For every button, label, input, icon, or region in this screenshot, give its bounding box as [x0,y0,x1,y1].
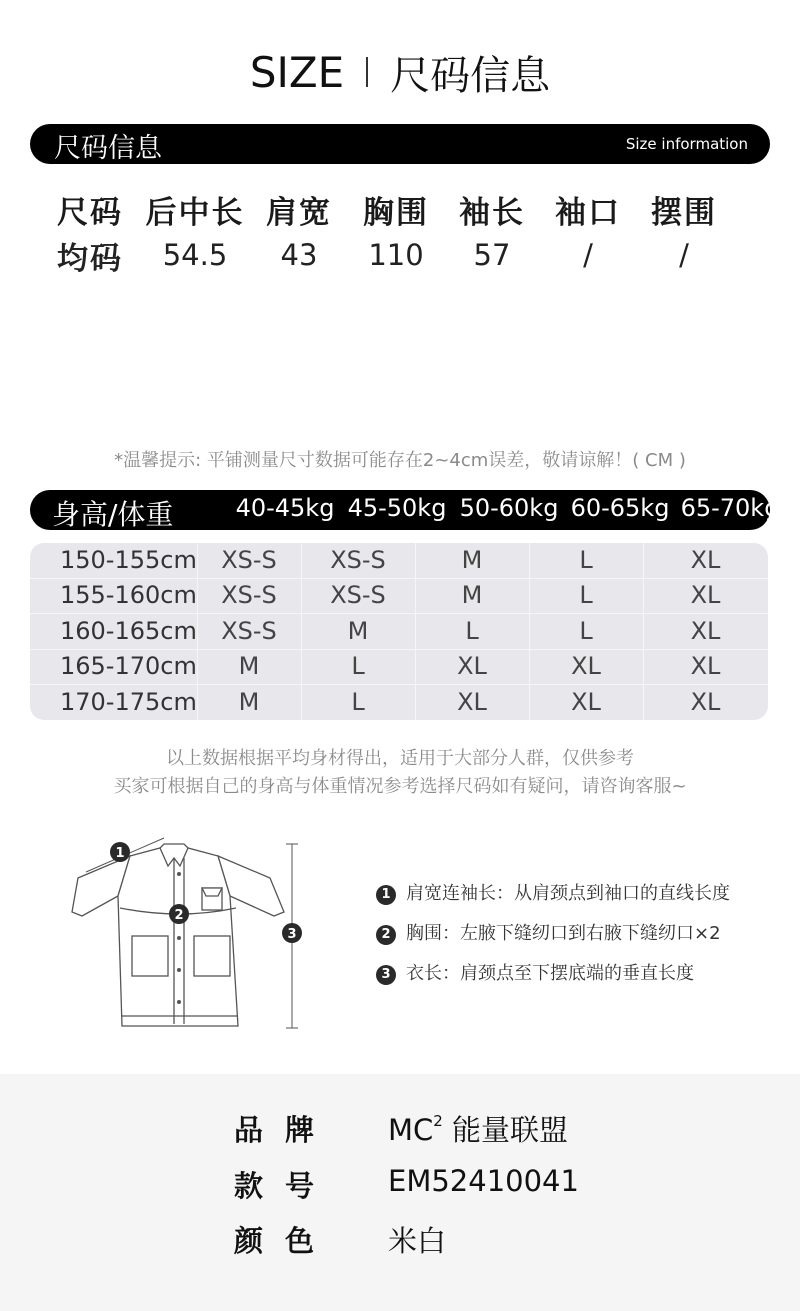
measurement-tip: *温馨提示: 平铺测量尺寸数据可能存在2~4cm误差，敬请谅解！( CM ) [114,450,686,471]
table-row [30,614,768,650]
brand-row [0,1108,800,1148]
measurement-legend-item [376,959,694,985]
measure-marker-2 [169,904,189,924]
size-recommendation-cell: XL [690,581,721,610]
size-recommendation-cell: XL [457,687,487,716]
size-recommendation-cell: XL [690,616,721,645]
size-recommendation-cell: XL [690,652,721,681]
table-row [30,578,768,614]
svg-text:3: 3 [287,927,297,942]
size-recommendation-cell: L [579,546,593,574]
page-title [0,44,800,100]
size-col-header: 袖口 [555,194,621,231]
garment-diagram [60,826,310,1036]
note-line: 以上数据根据平均身材得出，适用于大部分人群，仅供参考 [166,748,634,769]
size-cell: 54.5 [162,238,228,272]
height-cell: 160-165cm [60,616,197,645]
size-col-header: 后中长 [145,194,245,231]
table-row [30,685,768,720]
size-table [40,186,760,278]
model-value: EM52410041 [388,1164,579,1198]
size-col-header: 尺码 [57,194,123,231]
title-english: SIZE [249,47,345,97]
color-label: 颜色 [234,1224,337,1258]
measure-marker-1 [110,842,130,862]
size-recommendation-cell: L [579,616,593,645]
svg-text:2: 2 [174,908,184,923]
weight-header: 60-65kg [570,494,670,522]
right-lower-pocket [194,936,230,976]
height-weight-table [30,543,768,720]
color-row [0,1219,800,1259]
weight-header: 45-50kg [347,494,447,522]
left-lower-pocket [132,936,168,976]
size-cell: 57 [473,238,511,272]
size-recommendation-cell: XS-S [330,581,386,610]
size-recommendation-cell: L [351,687,365,716]
weight-header: 50-60kg [459,494,559,522]
pocket-flap [202,888,222,896]
height-cell: 170-175cm [60,687,197,716]
size-cell: / [679,238,689,272]
size-recommendation-cell: M [461,581,483,610]
size-cell: / [583,238,593,272]
size-cell: 均码 [57,240,123,277]
size-col-header: 胸围 [363,194,429,231]
table-row [30,543,768,579]
size-recommendation-cell: L [465,616,479,645]
weight-header: 65-70kg [680,494,780,522]
height-weight-bar [30,490,780,531]
size-recommendation-cell: XL [690,546,721,574]
legend-number: 3 [376,965,396,985]
height-cell: 155-160cm [60,581,197,610]
size-recommendation-cell: XS-S [330,546,386,574]
size-recommendation-cell: XS-S [221,581,277,610]
size-recommendation-cell: XL [457,652,487,681]
model-label: 款号 [234,1169,337,1203]
measurement-legend-item [376,919,721,945]
height-weight-label: 身高/体重 [52,498,174,531]
legend-number: 2 [376,925,396,945]
svg-text:1: 1 [115,846,125,861]
size-info-label: 尺码信息 [54,133,162,164]
size-recommendation-cell: XL [571,652,601,681]
note-line: 买家可根据自己的身高与体重情况参考选择尺码如有疑问，请咨询客服~ [113,776,687,797]
size-recommendation-cell: M [461,546,483,574]
size-recommendation-cell: XL [690,687,721,716]
brand-label: 品牌 [234,1113,337,1147]
size-cell: 110 [368,238,424,272]
size-info-bar [30,124,770,164]
size-col-header: 摆围 [651,194,717,231]
height-cell: 150-155cm [60,546,197,574]
size-recommendation-cell: M [347,616,369,645]
size-info-label-en: Size information [625,135,748,153]
table-row [30,649,768,685]
brand-value: $MC^2$ 能量联盟 [388,1112,569,1147]
legend-text: 肩宽连袖长：从肩颈点到袖口的直线长度 [406,883,730,904]
title-chinese: 尺码信息 [390,52,551,99]
legend-number: 1 [376,885,396,905]
size-recommendation-cell: XS-S [221,616,277,645]
legend-text: 衣长：肩颈点至下摆底端的垂直长度 [406,963,694,984]
weight-header: 40-45kg [235,494,335,522]
size-recommendation-cell: XL [571,687,601,716]
title-divider [366,57,368,87]
height-cell: 165-170cm [60,652,197,681]
size-col-header: 袖长 [459,194,525,231]
color-value: 米白 [388,1224,447,1258]
measure-marker-3 [282,923,302,943]
size-table-row [40,232,760,278]
size-recommendation-cell: M [238,652,260,681]
size-recommendation-cell: XS-S [221,546,277,574]
legend-text: 胸围：左腋下缝纫口到右腋下缝纫口×2 [406,923,721,944]
model-row [0,1164,800,1204]
size-recommendation-cell: L [579,581,593,610]
measurement-legend-item [376,879,730,905]
size-col-header: 肩宽 [266,194,332,231]
size-cell: 43 [280,238,318,272]
product-info [0,1074,800,1311]
size-recommendation-cell: L [351,652,365,681]
size-table-header [40,186,760,232]
size-recommendation-cell: M [238,687,260,716]
